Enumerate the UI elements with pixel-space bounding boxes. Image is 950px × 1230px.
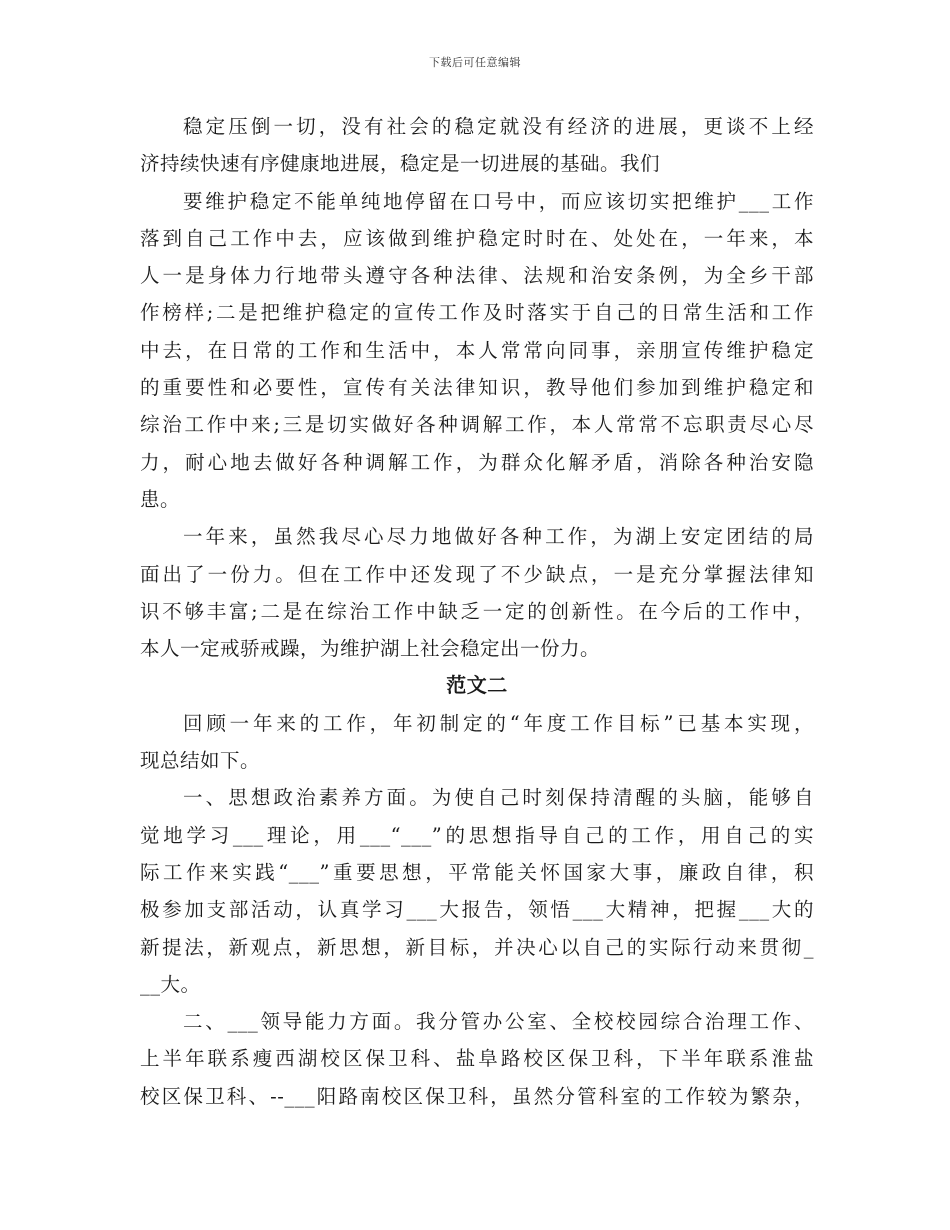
text-line: 一、思想政治素养方面。为使自己时刻保持清醒的头脑，能够自 xyxy=(183,786,814,810)
text-line: 患。 xyxy=(140,487,181,511)
text-line: 的重要性和必要性，宣传有关法律知识，教导他们参加到维护稳定和 xyxy=(140,376,814,400)
section-title: 范文二 xyxy=(446,673,508,698)
text-line: 识不够丰富;二是在综治工作中缺乏一定的创新性。在今后的工作中， xyxy=(140,599,814,623)
text-line: 觉地学习___理论，用___“___”的思想指导自己的工作，用自己的实 xyxy=(140,823,814,847)
text-line: 上半年联系瘦西湖校区保卫科、盐阜路校区保卫科，下半年联系淮盐 xyxy=(140,1047,814,1071)
text-line: 际工作来实践“___”重要思想，平常能关怀国家大事，廉政自律，积 xyxy=(140,860,814,884)
text-line: 力，耐心地去做好各种调解工作，为群众化解矛盾，消除各种治安隐 xyxy=(140,450,814,474)
text-line: 回顾一年来的工作，年初制定的“年度工作目标”已基本实现， xyxy=(183,711,814,735)
text-line: 要维护稳定不能单纯地停留在口号中，而应该切实把维护___工作 xyxy=(183,189,814,213)
text-line: 作榜样;二是把维护稳定的宣传工作及时落实于自己的日常生活和工作 xyxy=(140,301,814,325)
document-body xyxy=(140,108,814,1115)
text-line: 校区保卫科、--___阳路南校区保卫科，虽然分管科室的工作较为繁杂， xyxy=(140,1084,814,1108)
text-line: 极参加支部活动，认真学习___大报告，领悟___大精神，把握___大的 xyxy=(140,898,814,922)
text-line: 现总结如下。 xyxy=(140,749,261,773)
text-line: 稳定压倒一切，没有社会的稳定就没有经济的进展，更谈不上经 xyxy=(183,115,814,138)
text-line: 新提法，新观点，新思想，新目标，并决心以自己的实际行动来贯彻_ xyxy=(140,935,814,959)
text-line: 本人一定戒骄戒躁，为维护湖上社会稳定出一份力。 xyxy=(140,637,601,661)
text-line: 落到自己工作中去，应该做到维护稳定时时在、处处在，一年来，本 xyxy=(140,226,814,250)
text-line: 人一是身体力行地带头遵守各种法律、法规和治安条例，为全乡干部 xyxy=(140,264,814,288)
text-line: 中去，在日常的工作和生活中，本人常常向同事，亲朋宣传维护稳定 xyxy=(140,338,814,362)
text-line: 综治工作中来;三是切实做好各种调解工作，本人常常不忘职责尽心尽 xyxy=(140,413,814,437)
text-line: 二、___领导能力方面。我分管办公室、全校校园综合治理工作、 xyxy=(183,1010,814,1034)
text-line: 面出了一份力。但在工作中还发现了不少缺点，一是充分掌握法律知 xyxy=(140,562,814,586)
text-line: __大。 xyxy=(140,972,201,996)
text-line: 济持续快速有序健康地进展，稳定是一切进展的基础。我们 xyxy=(140,152,661,176)
page-header: 下载后可任意编辑 xyxy=(429,56,521,69)
text-line: 一年来，虽然我尽心尽力地做好各种工作，为湖上安定团结的局 xyxy=(183,525,814,549)
